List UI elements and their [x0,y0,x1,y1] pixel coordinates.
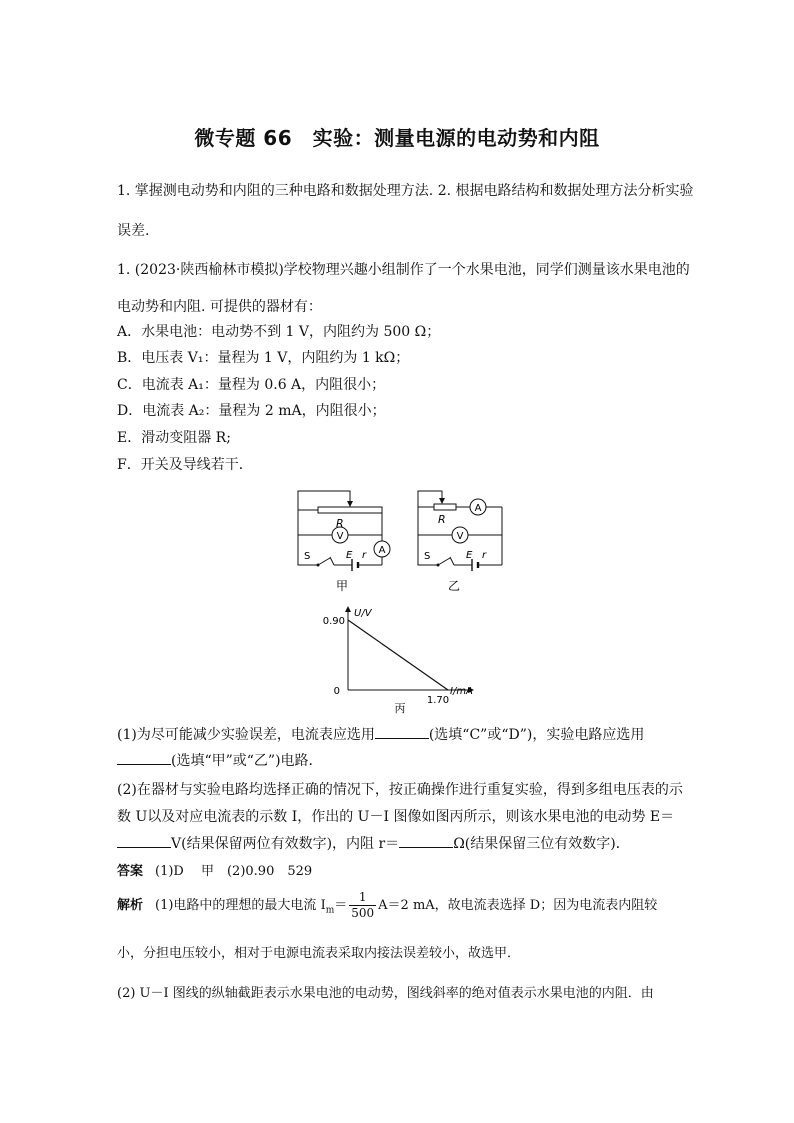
voltmeter-label: V [336,531,344,542]
analysis-line-2: 小，分担电压较小，相对于电源电流表采取内接法误差较小，故选甲． [117,946,521,961]
rheostat-label: R [438,513,446,526]
ammeter-label: A [474,503,482,514]
question-stem-line-2: 电动势和内阻. 可提供的器材有： [117,299,322,315]
sub-question-2-line-1: (2)在器材与实验电路均选择正确的情况下，按正确操作进行重复实验，得到多组电压表的示 [117,782,683,798]
sub-question-1-part-b: (选填“C”或“D”)，实验电路应选用 [428,727,645,743]
caption-yi: 乙 [448,579,461,593]
option-f: F．开关及导线若干． [117,457,253,473]
fraction-numerator: 1 [349,890,376,906]
emf-label: E [346,550,353,561]
answer-blank-3[interactable] [117,835,171,848]
answer-label: 答案 [117,864,144,879]
sub-question-1-part-a: (1)为尽可能减少实验误差，电流表应选用 [117,727,375,743]
voltmeter-label: V [456,531,464,542]
analysis-line-3: (2) U－I 图线的纵轴截距表示水果电池的电动势，图线斜率的绝对值表示水果电池的内阻．由 [117,986,654,1001]
x-axis-label: I/mA [450,686,473,697]
slider-arrow-icon [439,498,445,504]
emf-label: E [466,550,473,561]
caption-bing: 丙 [394,702,406,715]
answer-blank-2[interactable] [117,752,171,765]
circuit-diagram-jia [290,485,400,597]
switch-label: S [304,551,311,562]
analysis-equals: ＝ [334,898,348,913]
option-e: E．滑动变阻器 R; [117,430,231,446]
x-intercept-tick-label: 1.70 [426,695,450,706]
answer-blank-1[interactable] [375,726,429,739]
internal-resistance-label: r [362,550,367,561]
answer-blank-4[interactable] [399,835,453,848]
y-axis-label: U/V [354,608,372,619]
sub-question-2-part-d: Ω(结果保留三位有效数字)． [453,836,630,852]
analysis-subscript: m [325,905,335,916]
sub-question-1-cont [117,750,323,770]
analysis-label: 解析 [117,898,144,913]
ammeter-label: A [378,545,386,556]
slider-arrow-icon [347,501,353,507]
y-intercept-tick-label: 0.90 [322,616,345,627]
learning-goals-line-1: 1. 掌握测电动势和内阻的三种电路和数据处理方法. 2. 根据电路结构和数据处理方法分析实验 [117,183,694,199]
option-c: C．电流表 A₁：量程为 0.6 A，内阻很小； [117,377,386,393]
internal-resistance-label: r [482,550,487,561]
question-stem-line-1: 1. (2023·陕西榆林市模拟)学校物理兴趣小组制作了一个水果电池，同学们测量该水果电池的 [117,262,690,278]
switch-label: S [424,551,431,562]
sub-question-2-part-c: V(结果保留两位有效数字)，内阻 r＝ [171,836,400,852]
y-axis-arrow-icon [345,606,351,612]
max-current-fraction [349,890,376,921]
circuit-diagram-yi [410,485,520,597]
option-b: B．电压表 V₁：量程为 1 V，内阻约为 1 kΩ； [117,350,410,366]
sub-question-1-part-c: (选填“甲”或“乙”)电路． [171,753,323,769]
answer-line [117,860,312,879]
learning-goals-line-2: 误差. [117,223,150,239]
analysis-line-1 [117,890,657,921]
option-d: D．电流表 A₂：量程为 2 mA，内阻很小； [117,403,386,419]
option-a: A．水果电池：电动势不到 1 V，内阻约为 500 Ω； [117,324,441,340]
page-title: 微专题 66 实验：测量电源的电动势和内阻 [194,126,600,150]
caption-jia: 甲 [336,579,349,593]
fraction-denominator: 500 [351,906,375,920]
ui-series-line [348,620,448,690]
sub-question-2-line-2: 数 U以及对应电流表的示数 I，作出的 U－I 图像如图丙所示，则该水果电池的电动势 E＝ [117,809,675,825]
sub-question-1 [117,724,644,744]
analysis-text-1a: (1)电路中的理想的最大电流 I [155,898,326,913]
sub-question-2-line-3 [117,833,630,853]
rheostat-label: R [336,517,344,530]
ui-graph-bing [320,604,490,716]
analysis-text-1b: A＝2 mA，故电流表选择 D；因为电流表内阻较 [378,898,658,913]
answer-text: (1)D 甲 (2)0.90 529 [155,864,313,879]
origin-label: 0 [333,686,340,697]
